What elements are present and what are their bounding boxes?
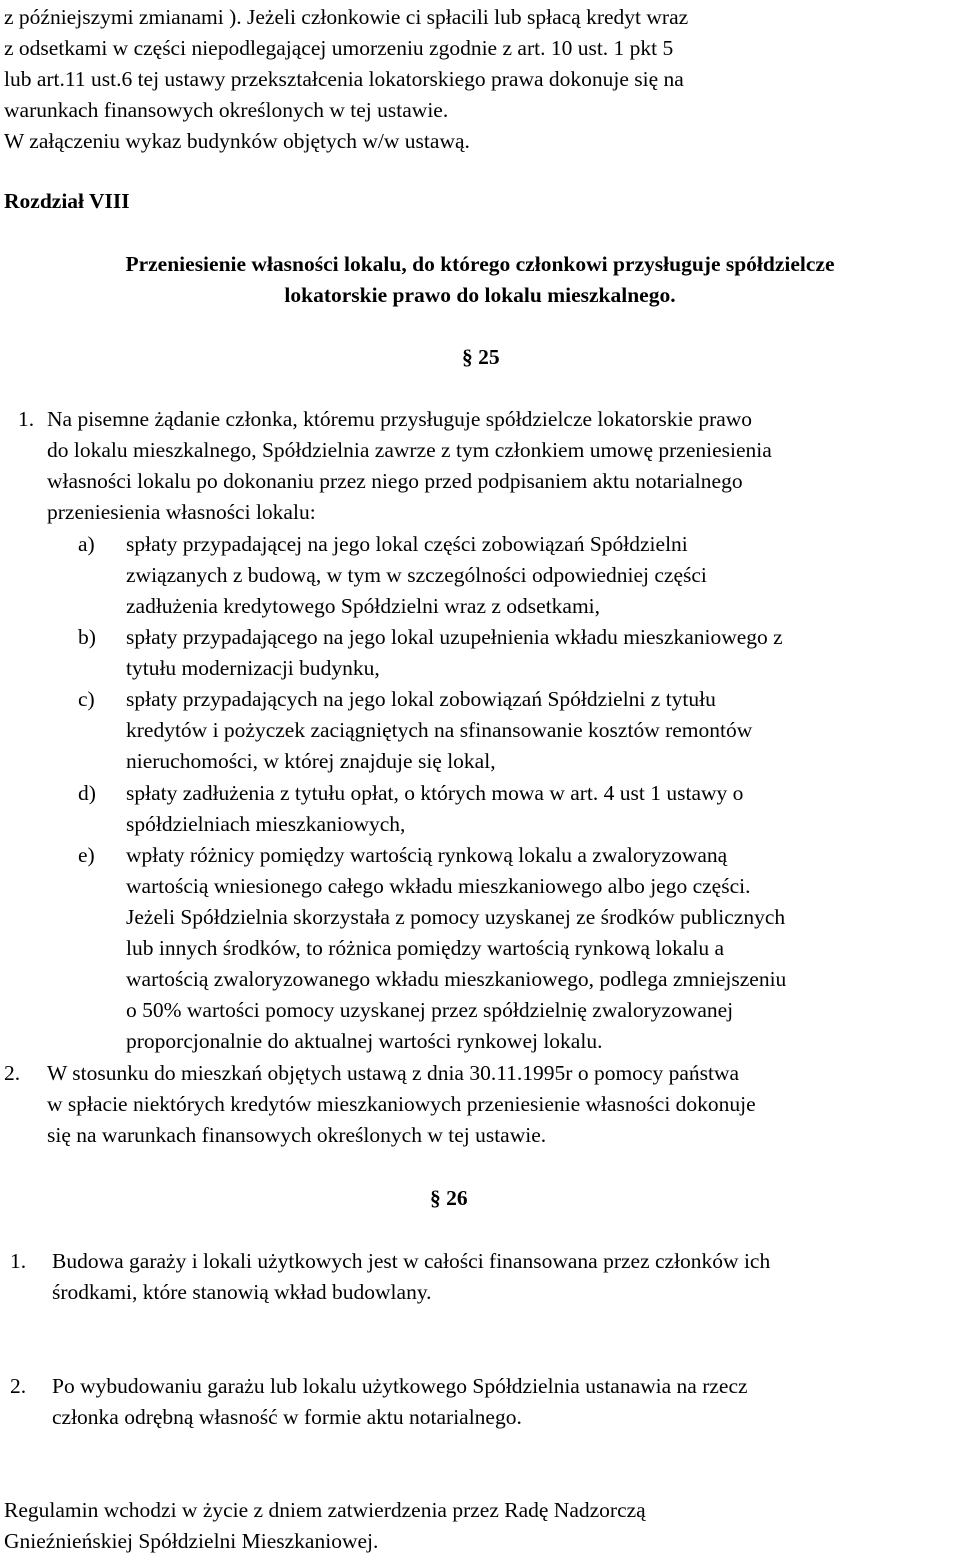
intro-line: warunkach finansowych określonych w tej ustawie. <box>4 98 449 122</box>
point-number: 2. <box>4 1061 21 1085</box>
point-text-line: do lokalu mieszkalnego, Spółdzielnia zawrze z tym członkiem umowę przeniesienia <box>47 438 772 462</box>
point-number: 2. <box>10 1374 27 1398</box>
list-item-label: c) <box>78 687 95 711</box>
list-item-line: spłaty przypadającej na jego lokal części zobowiązań Spółdzielni <box>126 532 688 556</box>
list-item-line: spłaty przypadających na jego lokal zobowiązań Spółdzielni z tytułu <box>126 687 716 711</box>
list-item-line: kredytów i pożyczek zaciągniętych na sfinansowanie kosztów remontów <box>126 718 753 742</box>
list-item-line: spłaty przypadającego na jego lokal uzupełnienia wkładu mieszkaniowego z <box>126 625 783 649</box>
list-item-line: wpłaty różnicy pomiędzy wartością rynkową lokalu a zwaloryzowaną <box>126 843 728 867</box>
chapter-title <box>0 249 960 311</box>
point-text-line: Na pisemne żądanie członka, któremu przysługuje spółdzielcze lokatorskie prawo <box>47 407 753 431</box>
closing-paragraph <box>4 1495 956 1557</box>
list-item-line: lub innych środków, to różnica pomiędzy wartością rynkową lokalu a <box>126 936 725 960</box>
point-text-line: się na warunkach finansowych określonych w tej ustawie. <box>47 1123 547 1147</box>
list-item-line: wartością zwaloryzowanego wkładu mieszkaniowego, podlega zmniejszeniu <box>126 967 787 991</box>
list-item-label: a) <box>78 532 95 556</box>
point-number: 1. <box>10 1249 27 1273</box>
closing-line: Gnieźnieńskiej Spółdzielni Mieszkaniowej. <box>4 1529 379 1553</box>
intro-line: lub art.11 ust.6 tej ustawy przekształcenia lokatorskiego prawa dokonuje się na <box>4 67 684 91</box>
list-item-line: spółdzielniach mieszkaniowych, <box>126 812 406 836</box>
section-26-heading: § 26 <box>430 1186 468 1210</box>
list-item-line: nieruchomości, w której znajduje się lokal, <box>126 749 496 773</box>
chapter-title-line: Przeniesienie własności lokalu, do którego członkowi przysługuje spółdzielcze <box>125 252 835 276</box>
list-item-line: o 50% wartości pomocy uzyskanej przez spółdzielnię zwaloryzowanej <box>126 998 734 1022</box>
chapter-heading: Rozdział VIII <box>4 189 130 213</box>
point-text-line: przeniesienia własności lokalu: <box>47 500 316 524</box>
list-item-line: tytułu modernizacji budynku, <box>126 656 380 680</box>
chapter-title-line: lokatorskie prawo do lokalu mieszkalnego. <box>284 283 676 307</box>
point-text-line: środkami, które stanowią wkład budowlany. <box>52 1280 432 1304</box>
intro-line: W załączeniu wykaz budynków objętych w/w ustawą. <box>4 129 470 153</box>
list-item-label: e) <box>78 843 95 867</box>
section-25-heading: § 25 <box>462 345 500 369</box>
point-text-line: Po wybudowaniu garażu lub lokalu użytkowego Spółdzielnia ustanawia na rzecz <box>52 1374 748 1398</box>
list-item-line: związanych z budową, w tym w szczególności odpowiedniej części <box>126 563 707 587</box>
list-item-line: zadłużenia kredytowego Spółdzielni wraz z odsetkami, <box>126 594 601 618</box>
point-text-line: Budowa garaży i lokali użytkowych jest w całości finansowana przez członków ich <box>52 1249 771 1273</box>
list-item-line: Jeżeli Spółdzielnia skorzystała z pomocy uzyskanej ze środków publicznych <box>126 905 786 929</box>
list-item-label: b) <box>78 625 96 649</box>
list-item-line: spłaty zadłużenia z tytułu opłat, o których mowa w art. 4 ust 1 ustawy o <box>126 781 744 805</box>
point-text-line: w spłacie niektórych kredytów mieszkaniowych przeniesienie własności dokonuje <box>47 1092 756 1116</box>
closing-line: Regulamin wchodzi w życie z dniem zatwierdzenia przez Radę Nadzorczą <box>4 1498 646 1522</box>
list-item-label: d) <box>78 781 96 805</box>
point-number: 1. <box>18 407 35 431</box>
point-text-line: W stosunku do mieszkań objętych ustawą z dnia 30.11.1995r o pomocy państwa <box>47 1061 740 1085</box>
point-text-line: własności lokalu po dokonaniu przez niego przed podpisaniem aktu notarialnego <box>47 469 743 493</box>
intro-paragraph <box>4 2 956 157</box>
list-item-line: proporcjonalnie do aktualnej wartości rynkowej lokalu. <box>126 1029 603 1053</box>
intro-line: z odsetkami w części niepodlegającej umorzeniu zgodnie z art. 10 ust. 1 pkt 5 <box>4 36 674 60</box>
list-item-line: wartością wniesionego całego wkładu mieszkaniowego albo jego części. <box>126 874 751 898</box>
point-text-line: członka odrębną własność w formie aktu notarialnego. <box>52 1405 522 1429</box>
intro-line: z późniejszymi zmianami ). Jeżeli członkowie ci spłacili lub spłacą kredyt wraz <box>4 5 689 29</box>
